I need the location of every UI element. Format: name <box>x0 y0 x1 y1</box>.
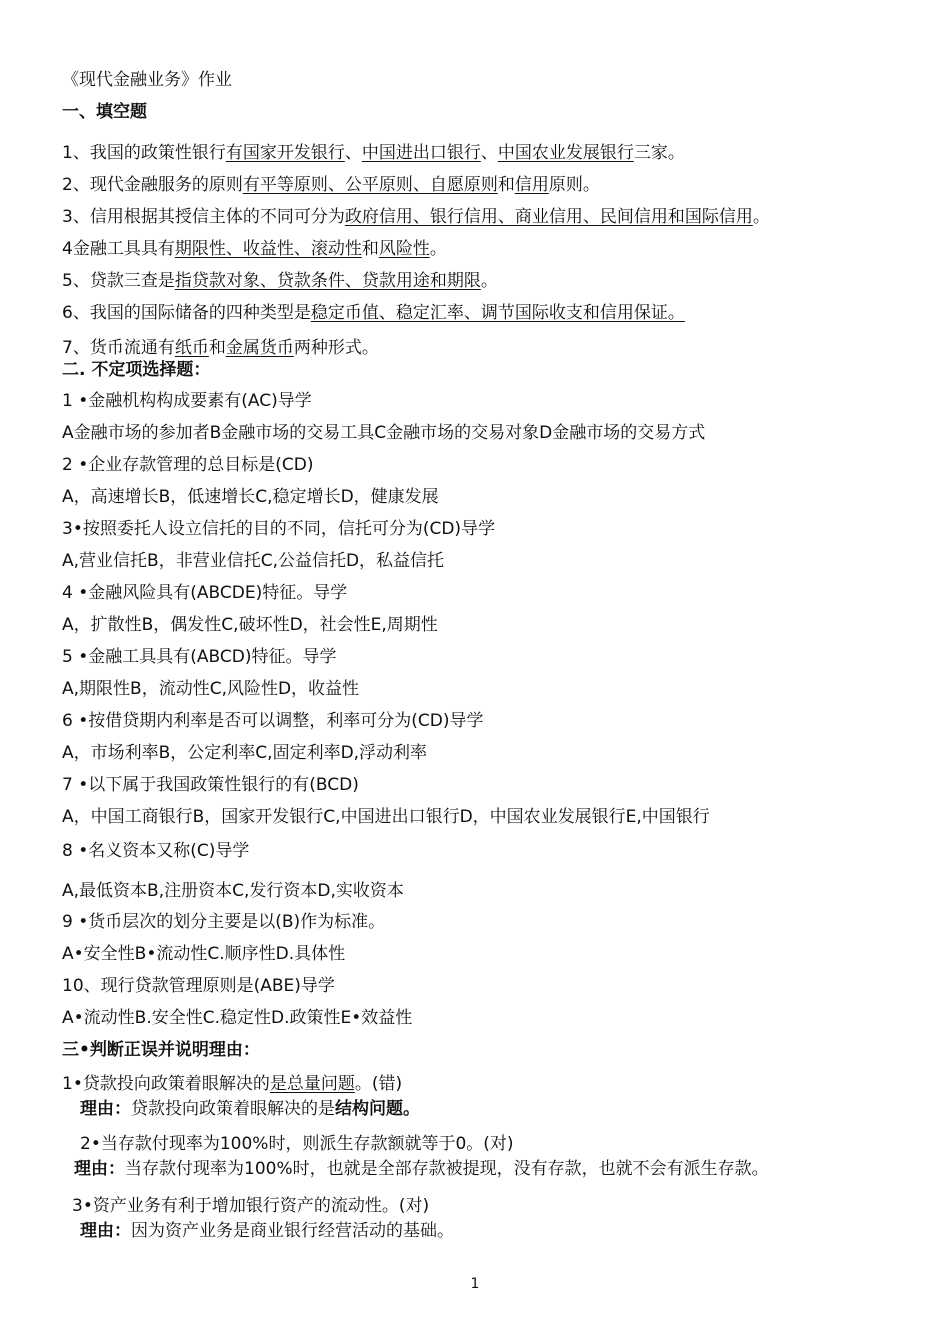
choice-question-1: 1 •金融机构构成要素有(AC)导学 <box>62 391 312 411</box>
choice-question-5: 5 •金融工具具有(ABCD)特征。导学 <box>62 647 337 667</box>
choice-question-3: 3•按照委托人设立信托的目的不同，信托可分为(CD)导学 <box>62 519 496 539</box>
choice-options-2: A，高速增长B，低速增长C,稳定增长D，健康发展 <box>62 487 439 507</box>
choice-options-6: A，市场利率B，公定利率C,固定利率D,浮动利率 <box>62 743 428 763</box>
judge-statement-3: 3•资产业务有利于增加银行资产的流动性。(对) <box>72 1196 430 1216</box>
judge-statement-2: 2•当存款付现率为100%时，则派生存款额就等于0。(对) <box>80 1134 514 1154</box>
choice-options-7: A，中国工商银行B，国家开发银行C,中国进出口银行D，中国农业发展银行E,中国银行 <box>62 807 710 827</box>
choice-options-10: A•流动性B.安全性C.稳定性D.政策性E•效益性 <box>62 1008 413 1028</box>
fill-question-5: 5、贷款三查是指贷款对象、贷款条件、贷款用途和期限。 <box>62 271 498 291</box>
judge-reason-1: 理由：贷款投向政策着眼解决的是结构问题。 <box>80 1099 420 1119</box>
choice-options-3: A,营业信托B，非营业信托C,公益信托D，私益信托 <box>62 551 445 571</box>
choice-question-4: 4 •金融风险具有(ABCDE)特征。导学 <box>62 583 348 603</box>
fill-question-4: 4金融工具具有期限性、收益性、滚动性和风险性。 <box>62 239 447 259</box>
choice-options-1: A金融市场的参加者B金融市场的交易工具C金融市场的交易对象D金融市场的交易方式 <box>62 423 706 443</box>
fill-question-1: 1、我国的政策性银行有国家开发银行、中国进出口银行、中国农业发展银行三家。 <box>62 143 685 163</box>
choice-question-9: 9 •货币层次的划分主要是以(B)作为标准。 <box>62 912 386 932</box>
fill-question-2: 2、现代金融服务的原则有平等原则、公平原则、自愿原则和信用原则。 <box>62 175 600 195</box>
section-heading-true-false: 三•判断正误并说明理由： <box>62 1040 260 1060</box>
choice-question-10: 10、现行贷款管理原则是(ABE)导学 <box>62 976 335 996</box>
choice-question-7: 7 •以下属于我国政策性银行的有(BCD) <box>62 775 359 795</box>
choice-question-8: 8 •名义资本又称(C)导学 <box>62 841 250 861</box>
section-heading-multiple-choice: 二. 不定项选择题： <box>62 360 211 380</box>
choice-question-6: 6 •按借贷期内利率是否可以调整，利率可分为(CD)导学 <box>62 711 484 731</box>
document-title: 《现代金融业务》作业 <box>62 70 232 90</box>
fill-question-7: 7、货币流通有纸币和金属货币两种形式。 <box>62 338 379 358</box>
choice-options-9: A•安全性B•流动性C.顺序性D.具体性 <box>62 944 346 964</box>
fill-question-3: 3、信用根据其授信主体的不同可分为政府信用、银行信用、商业信用、民间信用和国际信用。 <box>62 207 770 227</box>
page-number: 1 <box>470 1276 480 1292</box>
choice-options-4: A，扩散性B，偶发性C,破坏性D，社会性E,周期性 <box>62 615 438 635</box>
judge-reason-2: 理由：当存款付现率为100%时，也就是全部存款被提现，没有存款，也就不会有派生存款。 <box>74 1159 769 1179</box>
choice-options-5: A,期限性B，流动性C,风险性D，收益性 <box>62 679 360 699</box>
judge-statement-1: 1•贷款投向政策着眼解决的是总量问题。(错) <box>62 1074 403 1094</box>
judge-reason-3: 理由：因为资产业务是商业银行经营活动的基础。 <box>80 1221 454 1241</box>
choice-question-2: 2 •企业存款管理的总目标是(CD) <box>62 455 314 475</box>
fill-question-6: 6、我国的国际储备的四种类型是稳定币值、稳定汇率、调节国际收支和信用保证。 <box>62 303 685 323</box>
choice-options-8: A,最低资本B,注册资本C,发行资本D,实收资本 <box>62 881 404 901</box>
section-heading-fill-in: 一、填空题 <box>62 102 147 122</box>
